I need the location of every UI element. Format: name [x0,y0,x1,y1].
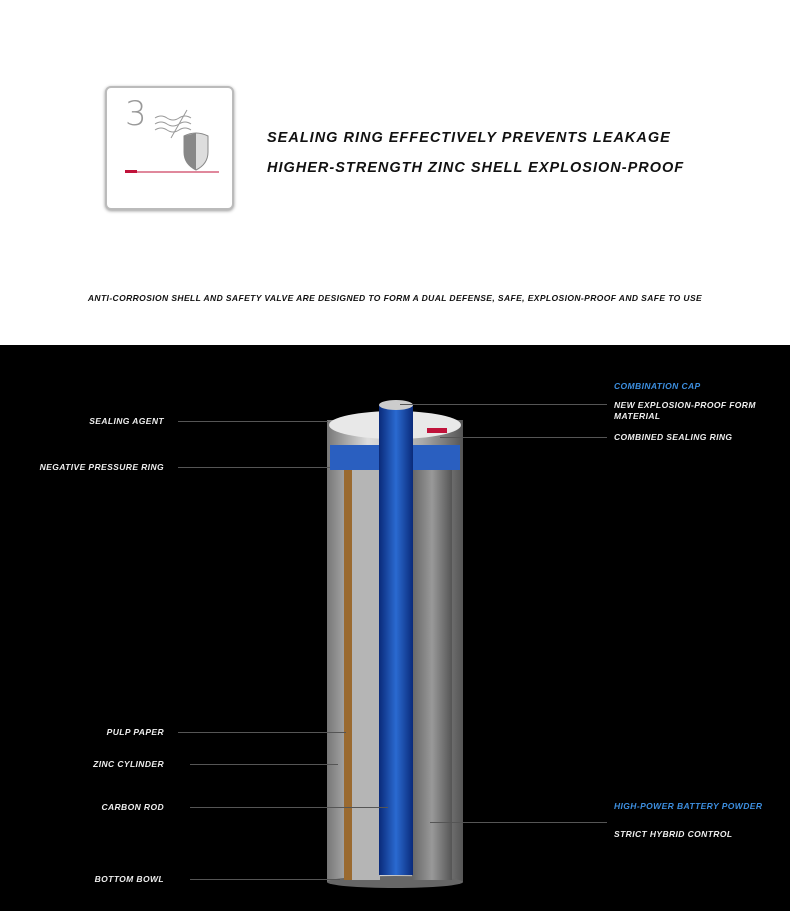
headline-zinc-shell: HIGHER-STRENGTH ZINC SHELL EXPLOSION-PROOF [267,160,685,176]
label-combined-sealing-ring: COMBINED SEALING RING [614,432,733,442]
number-three: 3 [125,94,147,134]
label-battery-powder: HIGH-POWER BATTERY POWDER [614,801,763,811]
label-sealing-agent: SEALING AGENT [89,416,164,426]
label-combination-cap: COMBINATION CAP [614,381,701,391]
label-explosion-proof-material: NEW EXPLOSION-PROOF FORM MATERIAL [614,400,756,421]
carbon-rod-shape [379,405,413,875]
label-hybrid-control: STRICT HYBRID CONTROL [614,829,733,839]
headline-sealing: SEALING RING EFFECTIVELY PREVENTS LEAKAGE [267,130,671,146]
pulp-paper-shape [344,470,352,880]
label-bottom-bowl: BOTTOM BOWL [94,874,164,884]
subtitle: ANTI-CORROSION SHELL AND SAFETY VALVE ARE DESIGNED TO FORM A DUAL DEFENSE, SAFE, EXPLOSION-PROOF AND SAFE TO USE [87,293,703,303]
battery-powder-shape [412,470,452,880]
label-pulp-paper: PULP PAPER [106,727,164,737]
sealing-ring-shape [427,428,447,433]
label-negative-pressure-ring: NEGATIVE PRESSURE RING [39,462,164,472]
label-zinc-cylinder: ZINC CYLINDER [93,759,164,769]
label-carbon-rod: CARBON ROD [101,802,164,812]
